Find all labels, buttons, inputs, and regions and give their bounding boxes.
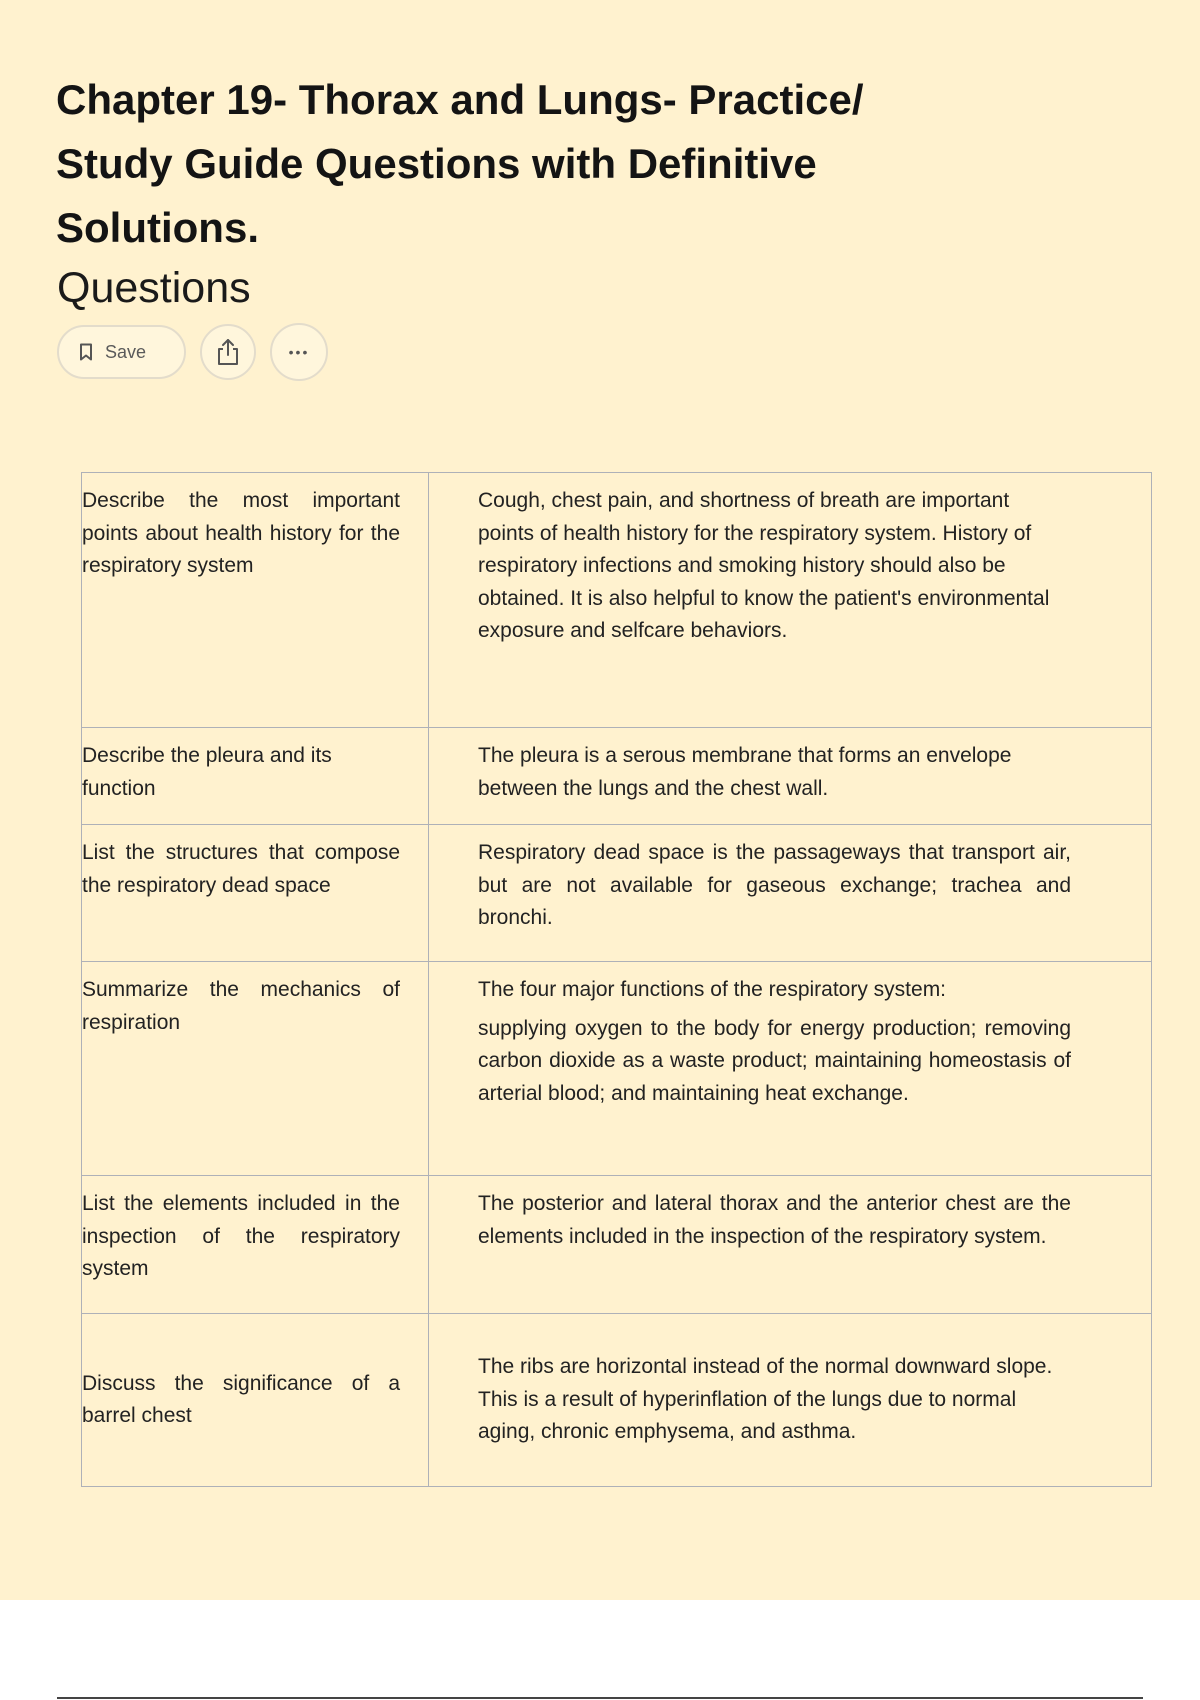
qa-table (81, 472, 1152, 1487)
answer-cell: Respiratory dead space is the passageways that transport air, but are not available for gaseous exchange; trachea and bronchi. (429, 825, 1152, 962)
document-title: Chapter 19- Thorax and Lungs- Practice/ Study Guide Questions with Definitive Solutions. (56, 76, 864, 251)
table-row (82, 962, 1152, 1176)
table-row (82, 1314, 1152, 1487)
footer-divider (57, 1697, 1143, 1699)
share-button[interactable] (200, 324, 256, 380)
question-cell: Describe the pleura and its function (82, 728, 429, 825)
answer-cell (429, 962, 1152, 1176)
share-icon (215, 338, 241, 366)
question-cell: Summarize the mechanics of respiration (82, 962, 429, 1176)
action-bar (57, 324, 328, 380)
section-subtitle: Questions (57, 264, 251, 312)
question-cell: Describe the most important points about health history for the respiratory system (82, 473, 429, 728)
save-label: Save (105, 341, 147, 362)
answer-body: supplying oxygen to the body for energy production; removing carbon dioxide as a waste product; maintaining homeostasis of arterial blood; and maintaining heat exchange. (478, 1016, 1071, 1105)
save-button[interactable] (57, 325, 186, 379)
table-row (82, 728, 1152, 825)
question-cell: List the elements included in the inspection of the respiratory system (82, 1176, 429, 1314)
more-button[interactable] (270, 323, 328, 381)
answer-cell: The ribs are horizontal instead of the normal downward slope. This is a result of hyperinflation of the lungs due to normal aging, chronic emphysema, and asthma. (429, 1314, 1152, 1487)
answer-cell: The pleura is a serous membrane that forms an envelope between the lungs and the chest wall. (429, 728, 1152, 825)
question-cell: Discuss the significance of a barrel chest (82, 1314, 429, 1487)
answer-cell: The posterior and lateral thorax and the anterior chest are the elements included in the inspection of the respiratory system. (429, 1176, 1152, 1314)
table-row (82, 825, 1152, 962)
more-icon: ••• (288, 344, 310, 360)
answer-intro: The four major functions of the respiratory system: (478, 978, 947, 1001)
answer-cell: Cough, chest pain, and shortness of breath are important points of health history for the respiratory system. History of respiratory infections and smoking history should also be obtained. It is also helpful to know the patient's environmental exposure and selfcare behaviors. (429, 473, 1152, 728)
question-cell: List the structures that compose the respiratory dead space (82, 825, 429, 962)
bookmark-icon (79, 343, 93, 361)
table-row (82, 473, 1152, 728)
table-row (82, 1176, 1152, 1314)
